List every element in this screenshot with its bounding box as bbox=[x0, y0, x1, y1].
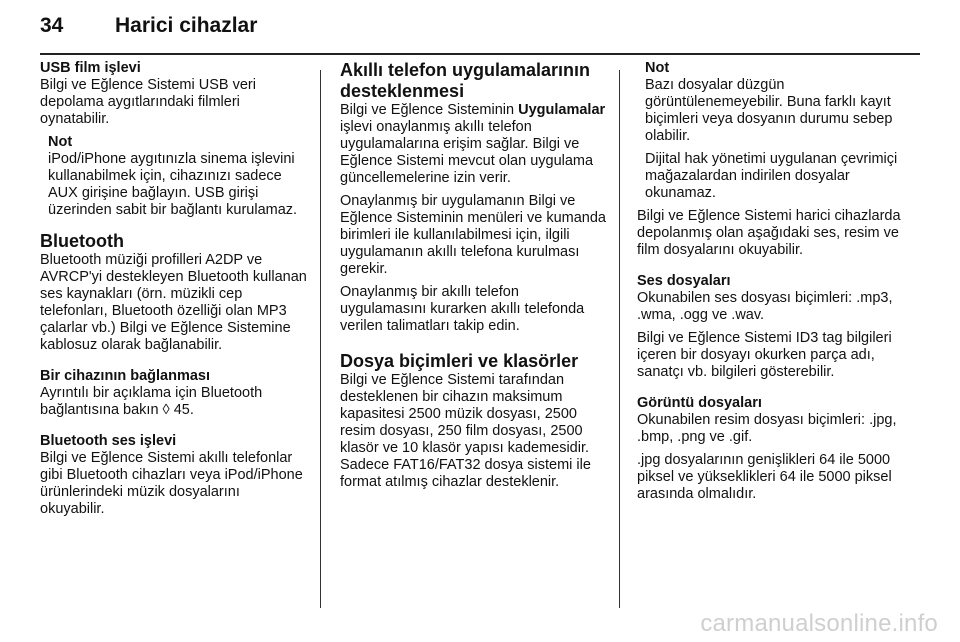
header-divider bbox=[40, 53, 920, 55]
column-right bbox=[637, 60, 905, 503]
formats-note bbox=[637, 60, 905, 202]
column-middle bbox=[340, 60, 608, 491]
smartphone-apps-text-2: Onaylanmış bir uygulamanın Bilgi ve Eğlence Sisteminin menüleri ve kumanda birimleri ile kullanılabilmesi için, ilgili uygulamanın akıllı telefona kurulması gerekir. bbox=[340, 193, 606, 277]
note-title: Not bbox=[48, 134, 73, 150]
supported-files-intro: Bilgi ve Eğlence Sistemi harici cihazlarda depolanmış olan aşağıdaki ses, resim ve film dosyalarını okuyabilir. bbox=[637, 208, 901, 258]
connect-text: Ayrıntılı bir açıklama için Bluetooth bağlantısına bakın bbox=[40, 385, 263, 418]
page-reference-icon: ◊ bbox=[162, 402, 170, 418]
page-reference-number: 45. bbox=[169, 402, 194, 418]
note-text: iPod/iPhone aygıtınızla sinema işlevini kullanabilmek için, cihazınızı sadece AUX girişine bağlayın. USB girişi üzerinden sabit bir bağlantı kurulamaz. bbox=[48, 151, 298, 218]
connect-device-heading: Bir cihazının bağlanması bbox=[40, 368, 211, 384]
apps-text-start: Bilgi ve Eğlence Sisteminin bbox=[340, 102, 519, 118]
bluetooth-heading: Bluetooth bbox=[40, 231, 124, 251]
bluetooth-text: Bluetooth müziği profilleri A2DP ve AVRCP'yi destekleyen Bluetooth kullanan ses kaynakları (örn. müzikli cep telefonları, Bluetooth özelliği olan MP3 çalarlar vb.) Bilgi ve Eğlence Sistemine kablosuz olarak bağlanabilir. bbox=[40, 252, 307, 353]
file-formats-text: Bilgi ve Eğlence Sistemi tarafından desteklenen bir cihazın maksimum kapasitesi 2500 müzik dosyası, 2500 resim dosyası, 250 film dosyası, 2500 klasör ve 10 klasör yapısı kademesidir. Sadece FAT16/FAT32 dosya sistemi ile format atılmış cihazlar desteklenir. bbox=[340, 372, 591, 490]
note-text-2: Dijital hak yönetimi uygulanan çevrimiçi mağazalardan indirilen dosyalar okunamaz. bbox=[645, 151, 898, 201]
smartphone-apps-text-3: Onaylanmış bir akıllı telefon uygulamasını kurarken akıllı telefonda verilen talimatları takip edin. bbox=[340, 284, 585, 334]
usb-film-text: Bilgi ve Eğlence Sistemi USB veri depolama aygıtlarındaki filmleri oynatabilir. bbox=[40, 77, 256, 127]
image-size-text: .jpg dosyalarının genişlikleri 64 ile 5000 piksel ve yükseklikleri 64 ile 5000 piksel arasında olmalıdır. bbox=[637, 452, 892, 502]
apps-function-name: Uygulamalar bbox=[518, 102, 606, 118]
apps-text-end: işlevi onaylanmış akıllı telefon uygulamalarına erişim sağlar. Bilgi ve Eğlence Sistemi mevcut olan uygulama güncellemelerine izin verir. bbox=[340, 119, 594, 186]
column-divider-2 bbox=[619, 70, 620, 608]
audio-files-heading: Ses dosyaları bbox=[637, 273, 731, 289]
column-divider-1 bbox=[320, 70, 321, 608]
watermark: carmanualsonline.info bbox=[700, 610, 938, 637]
bluetooth-audio-heading: Bluetooth ses işlevi bbox=[40, 433, 177, 449]
page-number: 34 bbox=[40, 14, 64, 37]
note-text-1: Bazı dosyalar düzgün görüntülenemeyebilir. Buna farklı kayıt biçimleri veya dosyanın durumu sebep olabilir. bbox=[645, 77, 893, 144]
image-files-heading: Görüntü dosyaları bbox=[637, 395, 762, 411]
page-header bbox=[40, 14, 257, 38]
connect-device-text bbox=[40, 385, 308, 419]
smartphone-apps-heading: Akıllı telefon uygulamalarının desteklenmesi bbox=[340, 60, 591, 101]
id3-tag-text: Bilgi ve Eğlence Sistemi ID3 tag bilgileri içeren bir dosyayı okurken parça adı, sanatçı vb. bilgileri gösterebilir. bbox=[637, 330, 892, 380]
image-files-text: Okunabilen resim dosyası biçimleri: .jpg, .bmp, .png ve .gif. bbox=[637, 412, 897, 445]
usb-film-heading: USB film işlevi bbox=[40, 60, 141, 76]
usb-note bbox=[40, 134, 308, 219]
note-title: Not bbox=[645, 60, 670, 76]
page-title: Harici cihazlar bbox=[115, 14, 258, 37]
column-left bbox=[40, 60, 308, 518]
file-formats-heading: Dosya biçimleri ve klasörler bbox=[340, 351, 579, 371]
bluetooth-audio-text: Bilgi ve Eğlence Sistemi akıllı telefonlar gibi Bluetooth cihazları veya iPod/iPhone ürünlerindeki müzik dosyalarını okuyabilir. bbox=[40, 450, 303, 517]
smartphone-apps-text-1 bbox=[340, 102, 608, 187]
audio-files-text: Okunabilen ses dosyası biçimleri: .mp3, .wma, .ogg ve .wav. bbox=[637, 290, 893, 323]
